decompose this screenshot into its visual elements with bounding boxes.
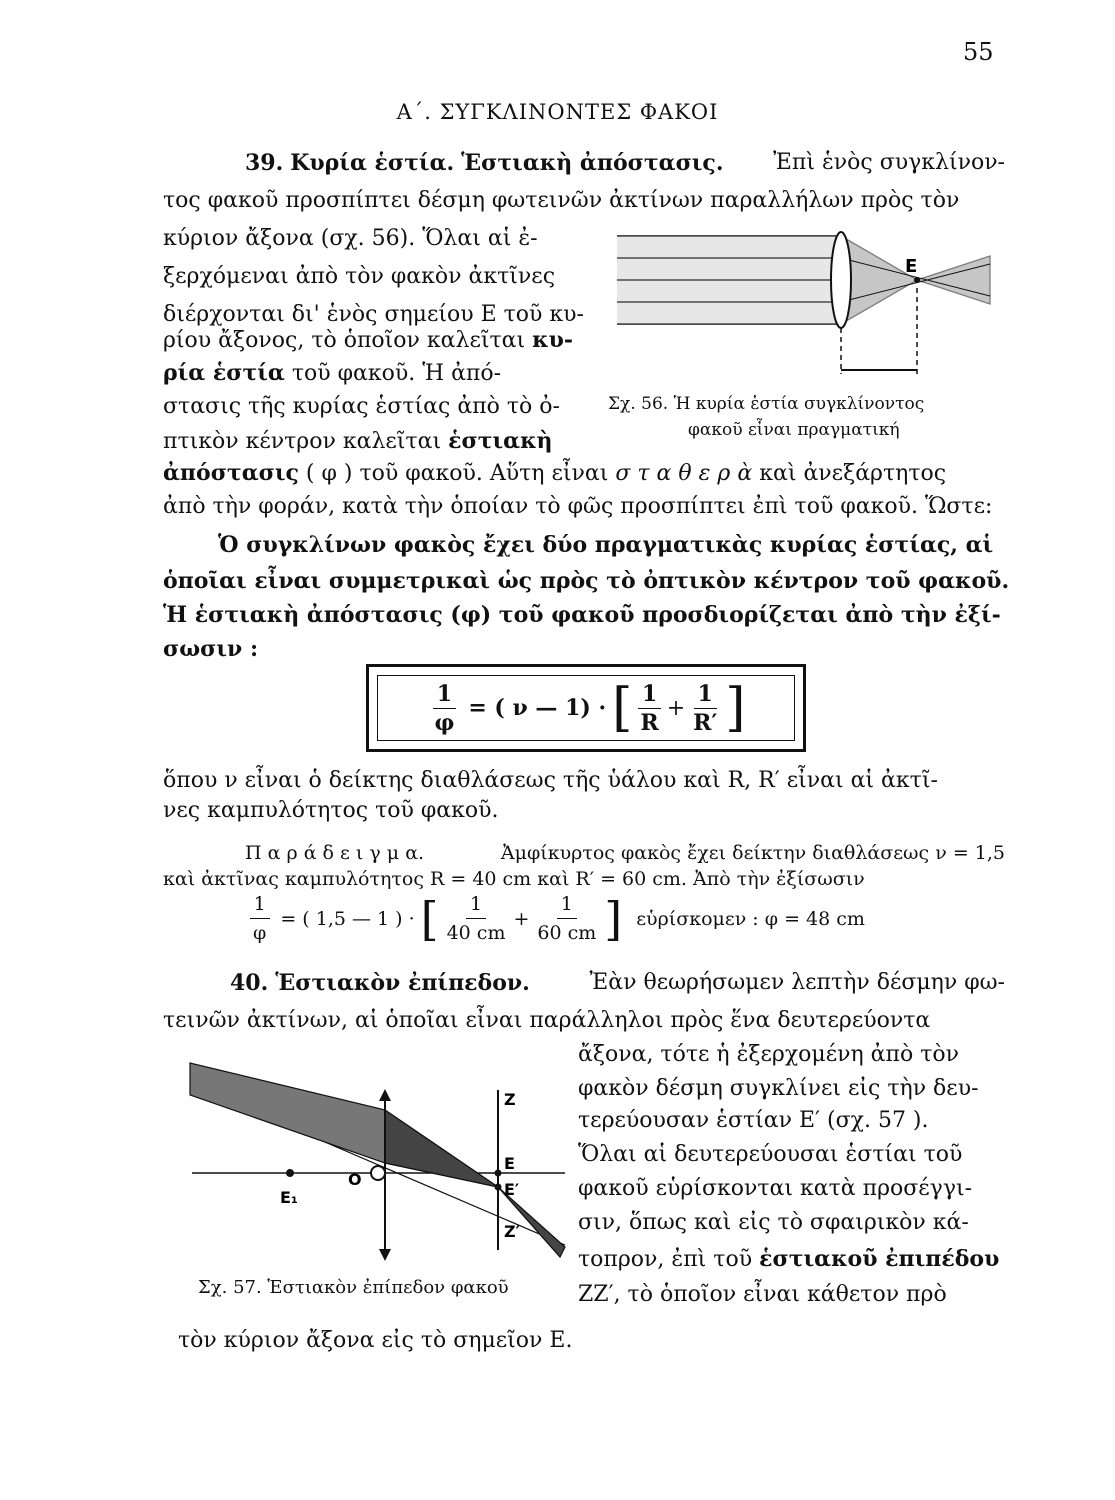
fig57-diagram — [180, 1045, 570, 1270]
ex-frac-1 — [443, 890, 510, 947]
formula-frac-rp-den: R′ — [693, 709, 718, 736]
lens-formula-box — [366, 664, 806, 752]
s39-line-11: ἀπὸ τὴν φοράν, κατὰ τὴν ὁποίαν τὸ φῶς προσπίπτει ἐπὶ τοῦ φακοῦ. Ὥστε: — [163, 494, 993, 519]
s40-right-4: Ὅλαι αἱ δευτερεύουσαι ἑστίαι τοῦ — [578, 1142, 963, 1167]
formula-frac-rp — [689, 680, 721, 737]
fig56-caption-2: φακοῦ εἶναι πραγματική — [688, 420, 900, 440]
s40-right-7-bold: ἑστιακοῦ ἐπιπέδου — [759, 1246, 1000, 1272]
example-line-1-rest: Ἀμφίκυρτος φακὸς ἔχει δείκτην διαθλάσεως ν = 1,5 — [500, 842, 1005, 864]
s39-line-10-end: καὶ ἀνεξάρτητος — [759, 461, 947, 486]
formula-plus: + — [666, 695, 686, 721]
s40-right-7-text: τοπρον, ἐπὶ τοῦ — [578, 1247, 753, 1272]
formula-eq: = ( ν — 1) · — [468, 695, 607, 721]
s39-line-1 — [245, 148, 1005, 179]
s39-line-2: τος φακοῦ προσπίπτει δέσμη φωτεινῶν ἀκτίνων παραλλήλων πρὸς τὸν — [163, 188, 960, 213]
s39-title-main-focus: Κυρία ἑστία. — [290, 150, 455, 176]
fig57-label-Z-prime: Ζ′ — [504, 1222, 520, 1241]
ex-close-bracket: ] — [604, 891, 623, 946]
s40-line-1-rest: Ἐὰν θεωρήσωμεν λεπτὴν δέσμην φω- — [589, 970, 1005, 995]
fig57-focus-E1-point — [286, 1169, 294, 1177]
formula-frac-r-den: R — [640, 709, 659, 736]
ex-frac-2-den: 60 cm — [537, 922, 597, 944]
ex-frac-1-num: 1 — [466, 890, 486, 919]
s39-line-6-text: ρίου ἄξονος, τὸ ὁποῖον καλεῖται — [163, 328, 526, 353]
s39-line-7-bold: ρία ἑστία — [163, 360, 285, 386]
after-formula-line-1: ὅπου ν εἶναι ὁ δείκτης διαθλάσεως τῆς ὑάλου καὶ R, R′ εἶναι αἱ ἀκτῖ- — [163, 768, 938, 793]
fig57-label-Z: Ζ — [504, 1090, 516, 1109]
fig57-label-O: Ο — [348, 1170, 362, 1189]
s39-bold-line-3: Ἡ ἑστιακὴ ἀπόστασις (φ) τοῦ φακοῦ προσδιορίζεται ἀπὸ τὴν ἐξί- — [163, 602, 1001, 628]
s39-bold-line-2: ὁποῖαι εἶναι συμμετρικαὶ ὡς πρὸς τὸ ὀπτικὸν κέντρον τοῦ φακοῦ. — [163, 568, 1010, 594]
example-line-2: καὶ ἀκτῖνας καμπυλότητος R = 40 cm καὶ R′ = 60 cm. Ἀπὸ τὴν ἐξίσωσιν — [163, 868, 865, 890]
s40-right-3: τερεύουσαν ἑστίαν Ε′ (σχ. 57 ). — [578, 1108, 929, 1133]
s39-line-10-text: ( φ ) τοῦ φακοῦ. Αὕτη εἶναι — [305, 461, 609, 486]
fig57-label-E: Ε — [504, 1154, 515, 1173]
s39-line-9-text: πτικὸν κέντρον καλεῖται — [163, 429, 442, 454]
ex-plus: + — [513, 907, 530, 930]
ex-open-bracket: [ — [420, 891, 439, 946]
fig56-caption-1: Σχ. 56. Ἡ κυρία ἑστία συγκλίνοντος — [608, 394, 925, 414]
s40-line-1 — [230, 968, 1005, 999]
s40-title: Ἑστιακὸν ἐπίπεδον. — [275, 970, 530, 996]
s39-line-9 — [163, 426, 553, 457]
example-label: Π α ρ ά δ ε ι γ μ α. — [245, 842, 425, 864]
page-number: 55 — [963, 38, 994, 66]
s40-last-line: τὸν κύριον ἄξονα εἰς τὸ σημεῖον Ε. — [178, 1328, 573, 1353]
s40-right-6: σιν, ὅπως καὶ εἰς τὸ σφαιρικὸν κά- — [578, 1210, 969, 1235]
fig57-label-E1: Ε₁ — [280, 1188, 298, 1207]
formula-lhs-num: 1 — [433, 680, 456, 709]
s40-right-1: ἄξονα, τότε ἡ ἐξερχομένη ἀπὸ τὸν — [578, 1042, 960, 1067]
ex-lhs-den: φ — [253, 922, 267, 944]
formula-open-bracket: [ — [612, 678, 633, 738]
s40-right-7 — [578, 1244, 999, 1275]
ex-lhs-num: 1 — [250, 890, 270, 919]
s40-right-5: φακοῦ εὑρίσκονται κατὰ προσέγγι- — [578, 1176, 973, 1201]
s39-line-10-bold: ἀπόστασις — [163, 460, 299, 486]
s39-line-1-rest: Ἐπὶ ἑνὸς συγκλίνον- — [773, 150, 1005, 175]
ex-frac-1-den: 40 cm — [446, 922, 506, 944]
chapter-header: Α΄. ΣΥΓΚΛΙΝΟΝΤΕΣ ΦΑΚΟΙ — [396, 100, 719, 124]
formula-frac-r-num: 1 — [638, 680, 661, 709]
lens-formula — [377, 675, 795, 741]
s39-line-6-bold: κυ- — [532, 327, 574, 353]
ex-eq: = ( 1,5 — 1 ) · — [280, 907, 415, 930]
fig57-caption: Σχ. 57. Ἑστιακὸν ἐπίπεδον φακοῦ — [198, 1277, 509, 1298]
s39-line-5: διέρχονται δι' ἑνὸς σημείου Ε τοῦ κυ- — [163, 302, 584, 327]
s39-line-9-bold: ἑστιακὴ — [448, 428, 553, 454]
formula-frac-rp-num: 1 — [694, 680, 717, 709]
fig57-optical-center — [371, 1166, 385, 1180]
formula-lhs-den: φ — [434, 709, 455, 736]
s40-line-2: τεινῶν ἀκτίνων, αἱ ὁποῖαι εἶναι παράλληλοι πρὸς ἕνα δευτερεύοντα — [163, 1008, 931, 1033]
fig57-focus-E-point — [495, 1170, 502, 1177]
fig57-lens-bottom-arrow — [379, 1249, 391, 1261]
fig57-label-E-prime: Ε′ — [504, 1180, 520, 1199]
example-formula — [245, 890, 865, 947]
fig56-beam-shade — [617, 236, 841, 324]
s39-number: 39. — [245, 150, 284, 176]
fig56-diagram — [605, 228, 1015, 378]
s39-bold-line-4: σωσιν : — [163, 636, 259, 662]
s39-title-focal-distance: Ἑστιακὴ ἀπόστασις. — [461, 150, 724, 176]
formula-frac-r — [636, 680, 662, 737]
ex-result: εὑρίσκομεν : φ = 48 cm — [636, 907, 865, 930]
fig57-converging-beam — [385, 1110, 565, 1257]
s40-number: 40. — [230, 970, 269, 996]
s40-right-2: φακὸν δέσμη συγκλίνει εἰς τὴν δευ- — [578, 1076, 979, 1101]
s39-line-8: στασις τῆς κυρίας ἑστίας ἀπὸ τὸ ὀ- — [163, 394, 560, 419]
fig56-label-E: Ε — [905, 256, 918, 277]
fig57-lens-top-arrow — [379, 1089, 391, 1101]
s39-line-6 — [163, 325, 573, 356]
s39-line-7 — [163, 358, 501, 389]
s39-line-10 — [163, 458, 946, 489]
fig56-lens — [831, 232, 851, 328]
ex-frac-2-num: 1 — [557, 890, 577, 919]
ex-frac-2 — [533, 890, 600, 947]
fig57-focus-E-prime-point — [495, 1184, 502, 1191]
s39-line-10-spaced: σ τ α θ ε ρ ὰ — [615, 461, 753, 486]
fig56-focus-point — [914, 277, 920, 283]
s39-line-7-text: τοῦ φακοῦ. Ἡ ἀπό- — [291, 361, 502, 386]
ex-lhs — [249, 890, 270, 947]
formula-close-bracket: ] — [725, 678, 746, 738]
after-formula-line-2: νες καμπυλότητος τοῦ φακοῦ. — [163, 798, 499, 823]
formula-lhs — [430, 680, 458, 737]
s39-line-3: κύριον ἄξονα (σχ. 56). Ὅλαι αἱ ἐ- — [163, 226, 538, 251]
s39-line-4: ξερχόμεναι ἀπὸ τὸν φακὸν ἀκτῖνες — [163, 264, 556, 289]
s40-right-8: ΖΖ′, τὸ ὁποῖον εἶναι κάθετον πρὸ — [578, 1282, 947, 1307]
s39-bold-line-1: Ὁ συγκλίνων φακὸς ἔχει δύο πραγματικὰς κυρίας ἑστίας, αἱ — [218, 532, 994, 558]
